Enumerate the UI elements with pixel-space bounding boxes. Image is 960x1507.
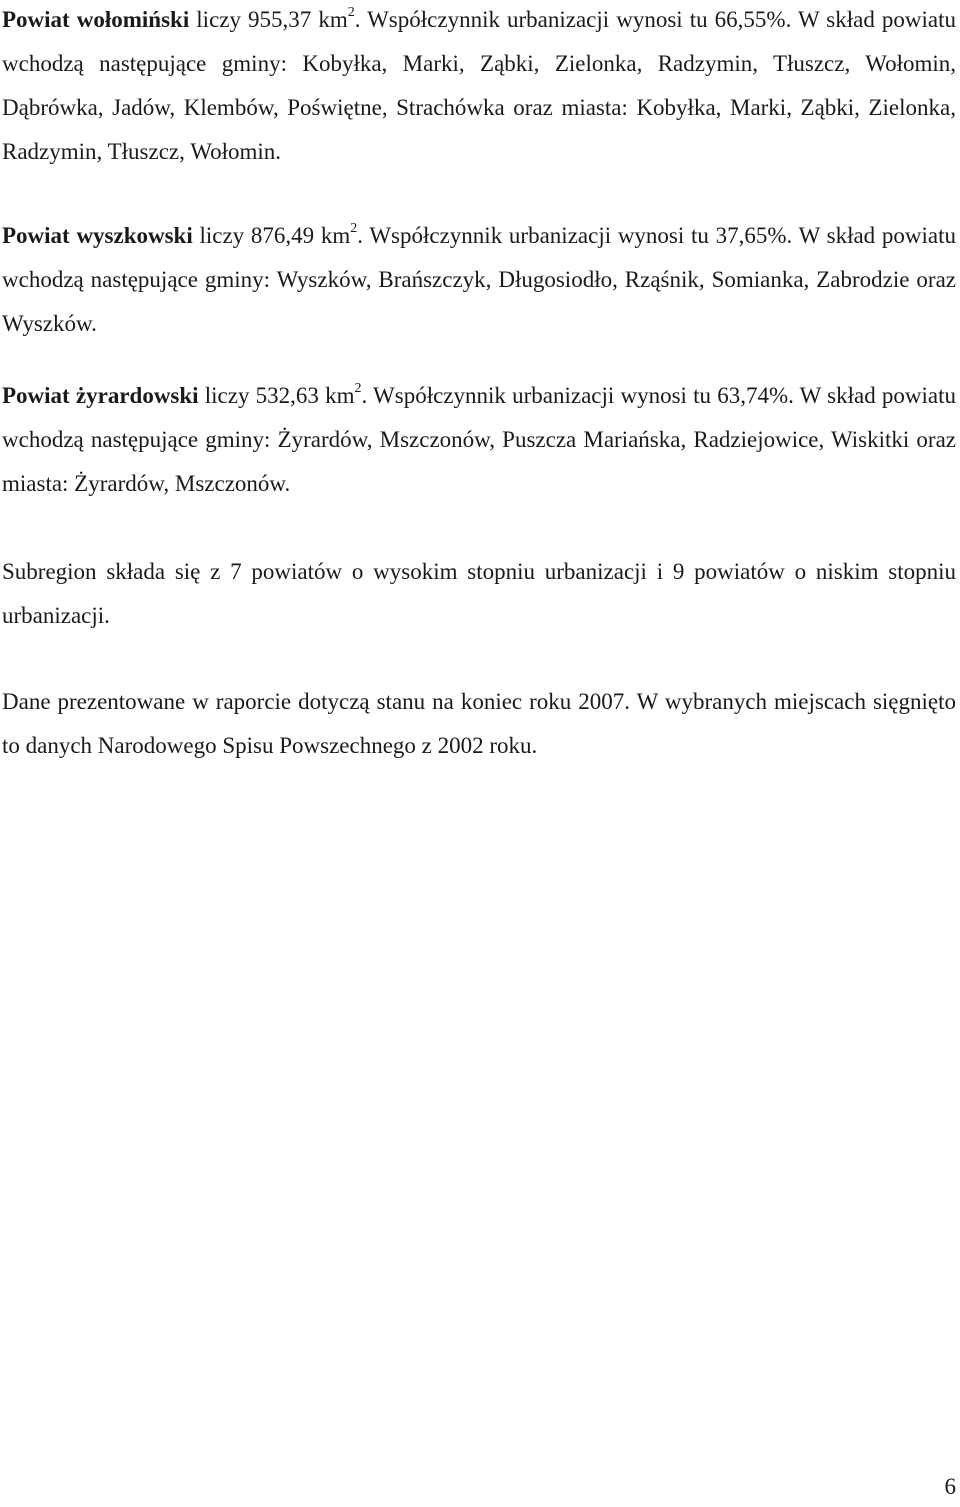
paragraph-powiat-wolominski (2, 0, 956, 174)
paragraph-powiat-wyszkowski (2, 214, 956, 346)
paragraph-body: . Współczynnik urbanizacji wynosi tu 37,65%. W skład powiatu wchodzą następujące gminy: Wyszków, Brańszczyk, Długosiodło, Rząśnik, Somianka, Zabrodzie oraz Wyszków. (2, 223, 956, 336)
area-text: liczy 955,37 km (189, 7, 348, 32)
superscript: 2 (354, 381, 362, 396)
paragraph-body: . Współczynnik urbanizacji wynosi tu 63,74%. W skład powiatu wchodzą następujące gminy: Żyrardów, Mszczonów, Puszcza Mariańska, Radziejowice, Wiskitki oraz miasta: Żyrardów, Mszczonów. (2, 383, 956, 496)
paragraph-powiat-zyrardowski (2, 374, 956, 506)
powiat-name: Powiat wyszkowski (2, 223, 193, 248)
page-number: 6 (944, 1474, 956, 1499)
superscript: 2 (347, 5, 355, 20)
paragraph-data-note: Dane prezentowane w raporcie dotyczą stanu na koniec roku 2007. W wybranych miejscach sięgnięto to danych Narodowego Spisu Powszechnego z 2002 roku. (2, 689, 956, 758)
superscript: 2 (350, 221, 358, 236)
powiat-name: Powiat żyrardowski (2, 383, 199, 408)
paragraph-body: . Współczynnik urbanizacji wynosi tu 66,55%. W skład powiatu wchodzą następujące gminy: Kobyłka, Marki, Ząbki, Zielonka, Radzymin, Tłuszcz, Wołomin, Dąbrówka, Jadów, Klembów, Poświętne, Strachówka oraz miasta: Kobyłka, Marki, Ząbki, Zielonka, Radzymin, Tłuszcz, Wołomin. (2, 7, 956, 164)
paragraph-subregion-summary: Subregion składa się z 7 powiatów o wysokim stopniu urbanizacji i 9 powiatów o niskim stopniu urbanizacji. (2, 559, 956, 628)
powiat-name: Powiat wołomiński (2, 7, 190, 32)
area-text: liczy 532,63 km (198, 383, 355, 408)
area-text: liczy 876,49 km (192, 223, 351, 248)
